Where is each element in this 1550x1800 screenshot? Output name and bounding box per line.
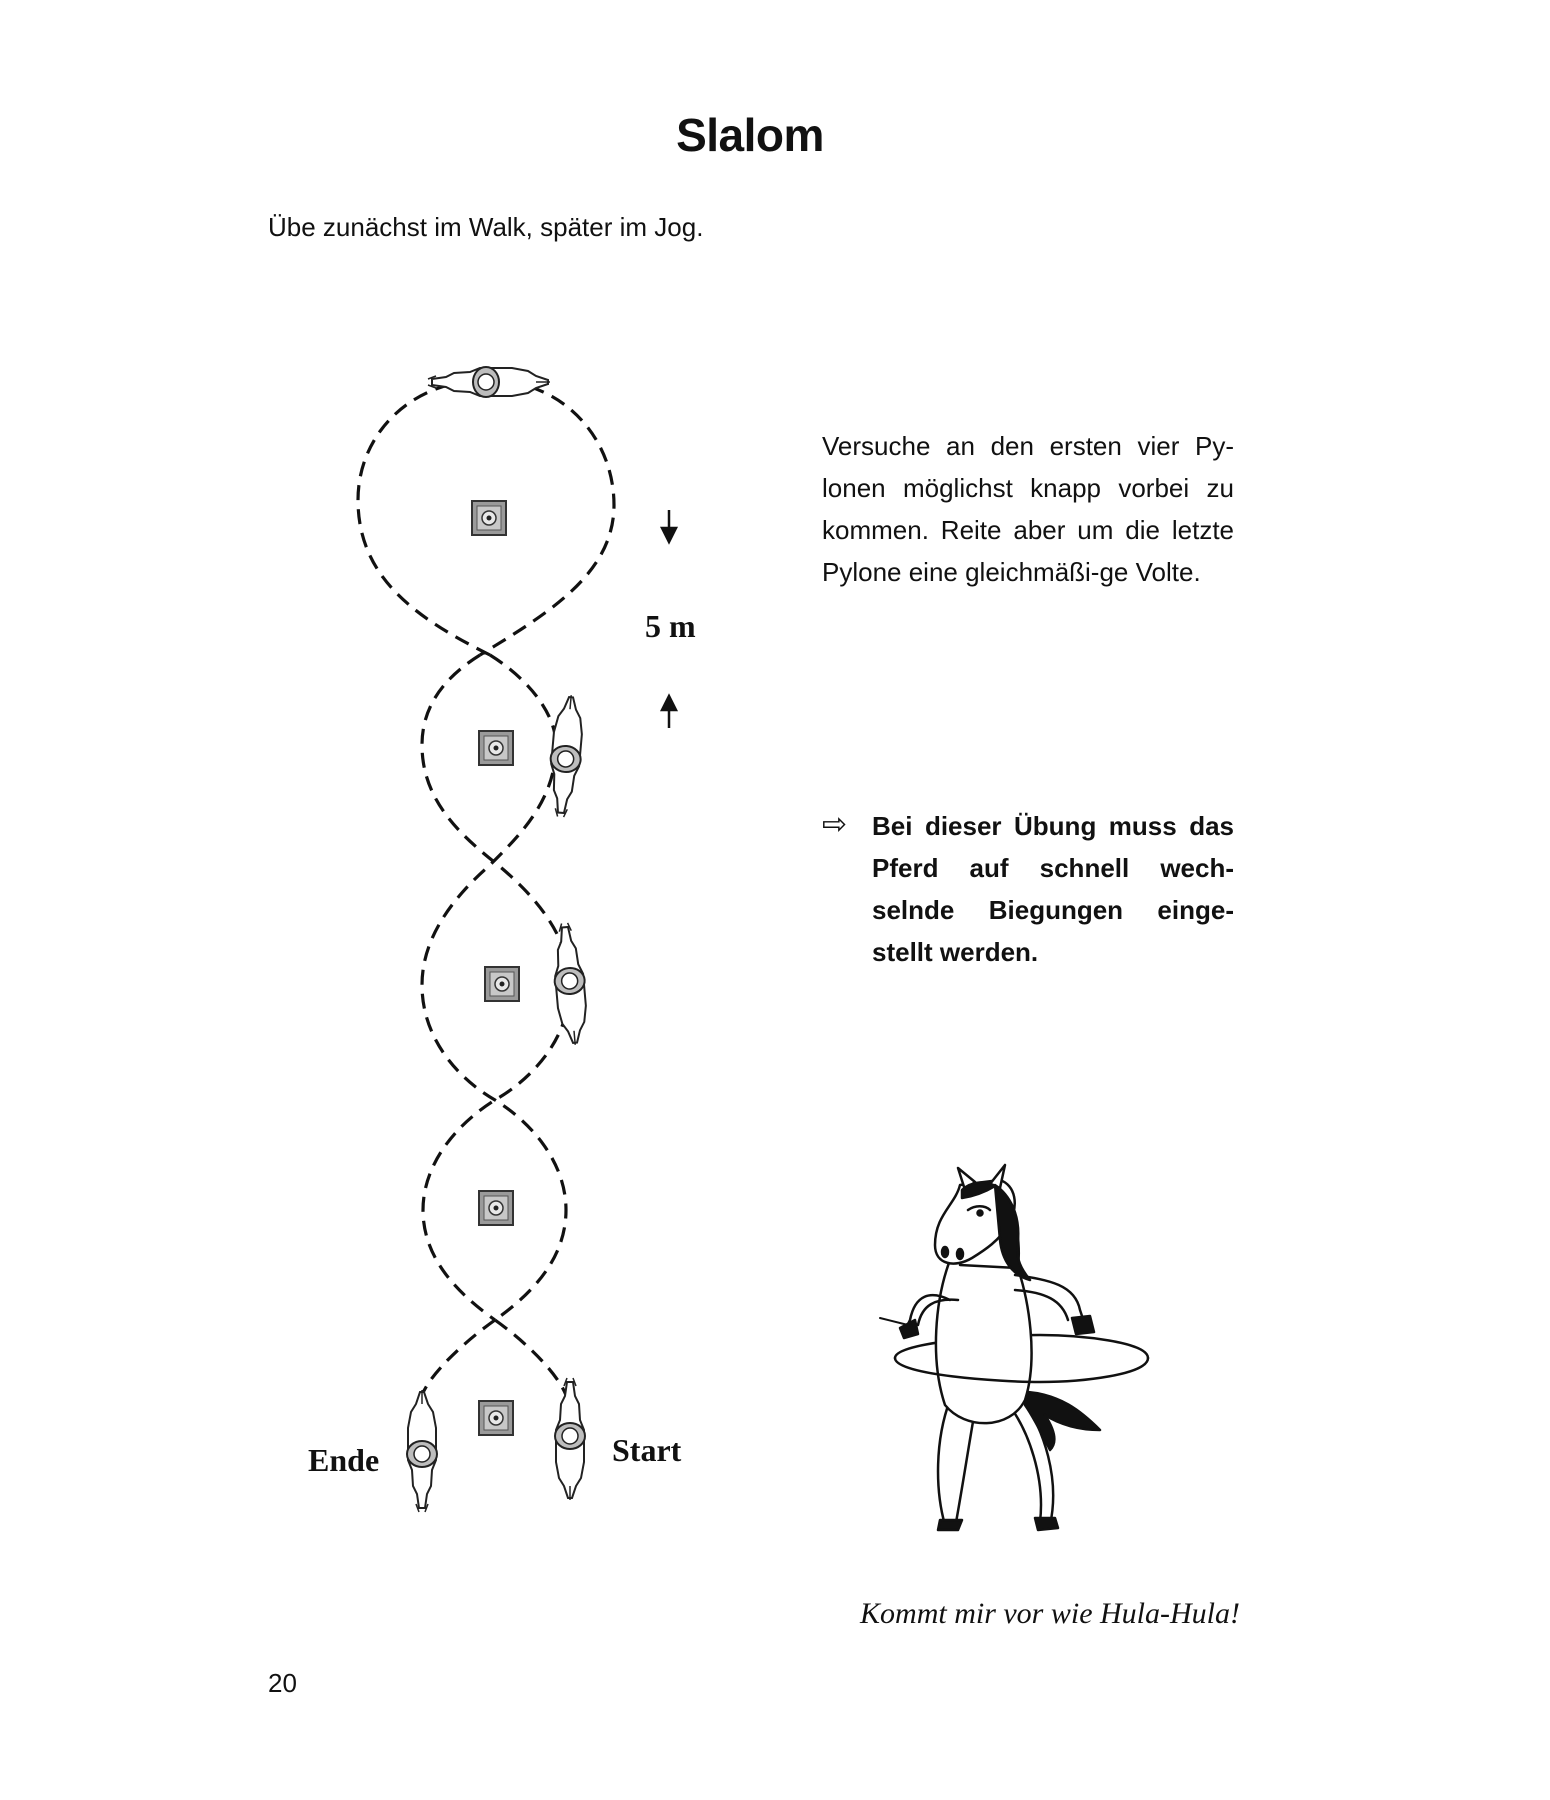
horse-rider-icon — [555, 1378, 585, 1500]
pylon-icon — [479, 1401, 513, 1435]
pylon-icon — [479, 731, 513, 765]
intro-text: Übe zunächst im Walk, später im Jog. — [268, 212, 704, 242]
pylon-icon — [485, 967, 519, 1001]
cartoon-caption: Kommt mir vor wie Hula-Hula! — [860, 1597, 1240, 1630]
start-label: Start — [612, 1432, 682, 1468]
pylon-icon — [472, 501, 506, 535]
horse-rider-icon — [428, 367, 550, 397]
cartoon-horse-hula-hoop — [880, 1165, 1148, 1530]
distance-label: 5 m — [645, 608, 696, 644]
tip-text: Bei dieser Übung muss das Pferd auf schnell wech-selnde Biegungen einge-stellt werden. — [872, 811, 1234, 967]
page-number: 20 — [268, 1668, 297, 1698]
pylon-icon — [479, 1191, 513, 1225]
exercise-description: Versuche an den ersten vier Py-lonen möglichst knapp vorbei zu kommen. Reite aber um die letzte Pylone eine gleichmäßi-ge Volte. — [822, 431, 1234, 587]
distance-arrows — [662, 510, 676, 728]
horse-rider-icon — [407, 1390, 437, 1512]
right-arrow-icon: ⇨ — [822, 808, 848, 841]
page-title: Slalom — [676, 109, 824, 161]
end-label: Ende — [308, 1442, 380, 1478]
horse-rider-icon — [546, 694, 587, 818]
horse-rider-icon — [550, 922, 591, 1046]
